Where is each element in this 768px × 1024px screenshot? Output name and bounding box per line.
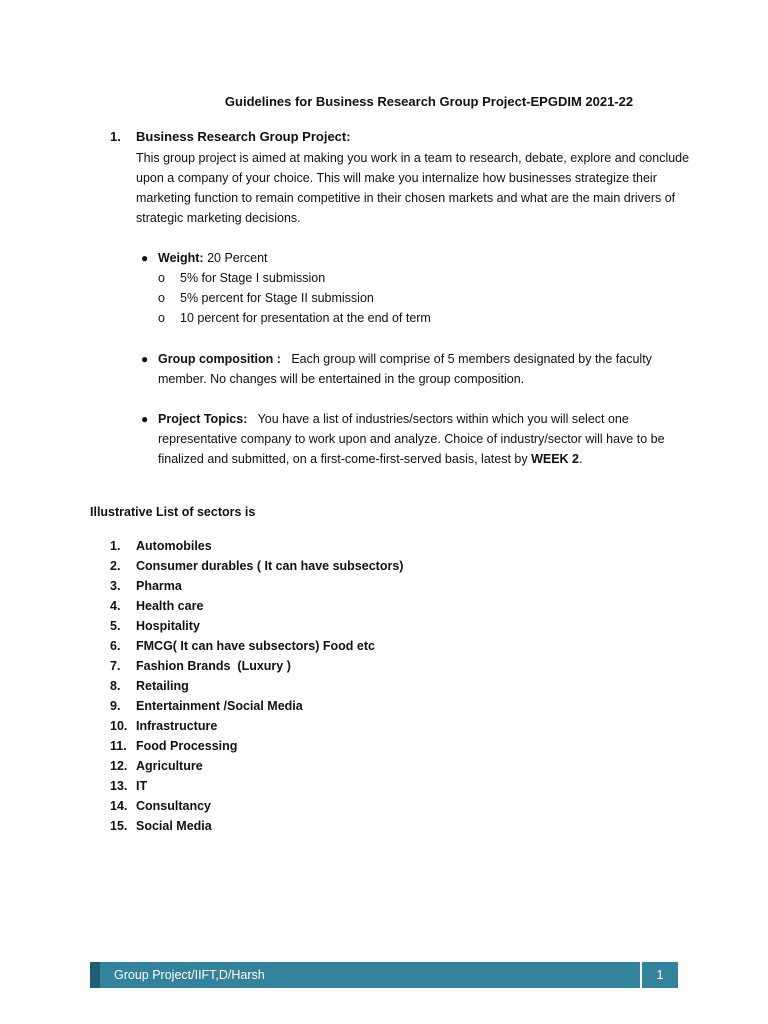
- project-topics-line: representative company to work upon and analyze. Choice of industry/sector will have to be: [158, 432, 665, 446]
- section-paragraph: [136, 148, 706, 228]
- list-item: [110, 716, 403, 736]
- paragraph-line: This group project is aimed at making you work in a team to research, debate, explore and conclude: [136, 151, 690, 165]
- list-item-number: 1.: [110, 539, 121, 553]
- paragraph-line: marketing function to remain competitive in their chosen markets and what are the main drivers of: [136, 191, 676, 205]
- project-topics-text: You have a list of industries/sectors within which you will select one: [247, 412, 629, 426]
- bullet-dot-icon: ●: [141, 251, 149, 265]
- list-item-number: 14.: [110, 799, 128, 813]
- circle-bullet-icon: o: [158, 291, 165, 305]
- document-title: Guidelines for Business Research Group Project-EPGDIM 2021-22: [224, 94, 634, 109]
- list-item-number: 4.: [110, 599, 121, 613]
- bullet-dot-icon: ●: [141, 412, 149, 426]
- list-item: [110, 736, 403, 756]
- list-item: [110, 596, 403, 616]
- weight-subitem: [158, 268, 325, 288]
- list-item-label: Agriculture: [136, 759, 203, 773]
- weight-subitem-text: 10 percent for presentation at the end of term: [180, 311, 431, 325]
- list-item-label: Consumer durables ( It can have subsectors): [136, 559, 404, 573]
- list-item: [110, 676, 403, 696]
- circle-bullet-icon: o: [158, 271, 165, 285]
- list-item-label: Fashion Brands (Luxury ): [136, 659, 291, 673]
- list-item-number: 5.: [110, 619, 121, 633]
- group-composition-label: Group composition :: [158, 352, 281, 366]
- list-item-label: IT: [136, 779, 148, 793]
- list-item-label: Retailing: [136, 679, 189, 693]
- list-item: [110, 696, 403, 716]
- weight-label: Weight:: [158, 251, 204, 265]
- deadline-week: WEEK 2: [531, 452, 580, 466]
- project-topics-label: Project Topics:: [158, 412, 248, 426]
- list-item-label: Consultancy: [136, 799, 212, 813]
- section-heading-text: Business Research Group Project:: [136, 129, 351, 144]
- weight-subitem-text: 5% percent for Stage II submission: [180, 291, 374, 305]
- list-item: [110, 556, 403, 576]
- page-number: 1: [640, 962, 678, 988]
- list-item-label: Food Processing: [136, 739, 238, 753]
- list-item-label: Entertainment /Social Media: [136, 699, 303, 713]
- weight-value: 20 Percent: [203, 251, 268, 265]
- list-item-label: Health care: [136, 599, 204, 613]
- list-item-number: 7.: [110, 659, 121, 673]
- list-item-number: 9.: [110, 699, 121, 713]
- project-topics-period: .: [579, 452, 583, 466]
- list-item-number: 3.: [110, 579, 121, 593]
- list-item-label: Automobiles: [136, 539, 212, 553]
- list-item: [110, 636, 403, 656]
- page-footer: [90, 962, 678, 988]
- list-item: [110, 536, 403, 556]
- paragraph-line: strategic marketing decisions.: [136, 211, 301, 225]
- list-item-number: 11.: [110, 739, 127, 753]
- weight-subitem: [158, 308, 431, 328]
- group-composition-line: member. No changes will be entertained in the group composition.: [158, 372, 525, 386]
- list-item: [110, 616, 403, 636]
- list-item-number: 8.: [110, 679, 121, 693]
- list-item-number: 13.: [110, 779, 128, 793]
- list-item: [110, 656, 403, 676]
- list-item-label: Hospitality: [136, 619, 200, 633]
- list-item-number: 6.: [110, 639, 121, 653]
- bullet-project-topics: [136, 409, 665, 469]
- list-item-number: 15.: [110, 819, 128, 833]
- sectors-list: [110, 536, 403, 836]
- list-item: [110, 756, 403, 776]
- list-item-label: Infrastructure: [136, 719, 218, 733]
- group-composition-text: Each group will comprise of 5 members designated by the faculty: [280, 352, 652, 366]
- list-item: [110, 796, 403, 816]
- bullet-weight: [136, 248, 268, 268]
- list-item-number: 2.: [110, 559, 121, 573]
- list-item: [110, 776, 403, 796]
- list-item: [110, 576, 403, 596]
- sectors-heading: Illustrative List of sectors is: [90, 505, 256, 519]
- bullet-dot-icon: ●: [141, 352, 149, 366]
- section-number: 1.: [110, 129, 121, 144]
- circle-bullet-icon: o: [158, 311, 165, 325]
- list-item-number: 10.: [110, 719, 128, 733]
- weight-subitem: [158, 288, 374, 308]
- bullet-group-composition: [136, 349, 652, 389]
- project-topics-line: finalized and submitted, on a first-come-first-served basis, latest by: [158, 452, 532, 466]
- list-item: [110, 816, 403, 836]
- weight-subitem-text: 5% for Stage I submission: [180, 271, 326, 285]
- list-item-label: Pharma: [136, 579, 182, 593]
- list-item-label: Social Media: [136, 819, 212, 833]
- list-item-number: 12.: [110, 759, 128, 773]
- section-heading: [110, 128, 351, 146]
- footer-text: Group Project/IIFT,D/Harsh: [114, 968, 265, 982]
- paragraph-line: upon a company of your choice. This will make you internalize how businesses strategize their: [136, 171, 657, 185]
- list-item-label: FMCG( It can have subsectors) Food etc: [136, 639, 375, 653]
